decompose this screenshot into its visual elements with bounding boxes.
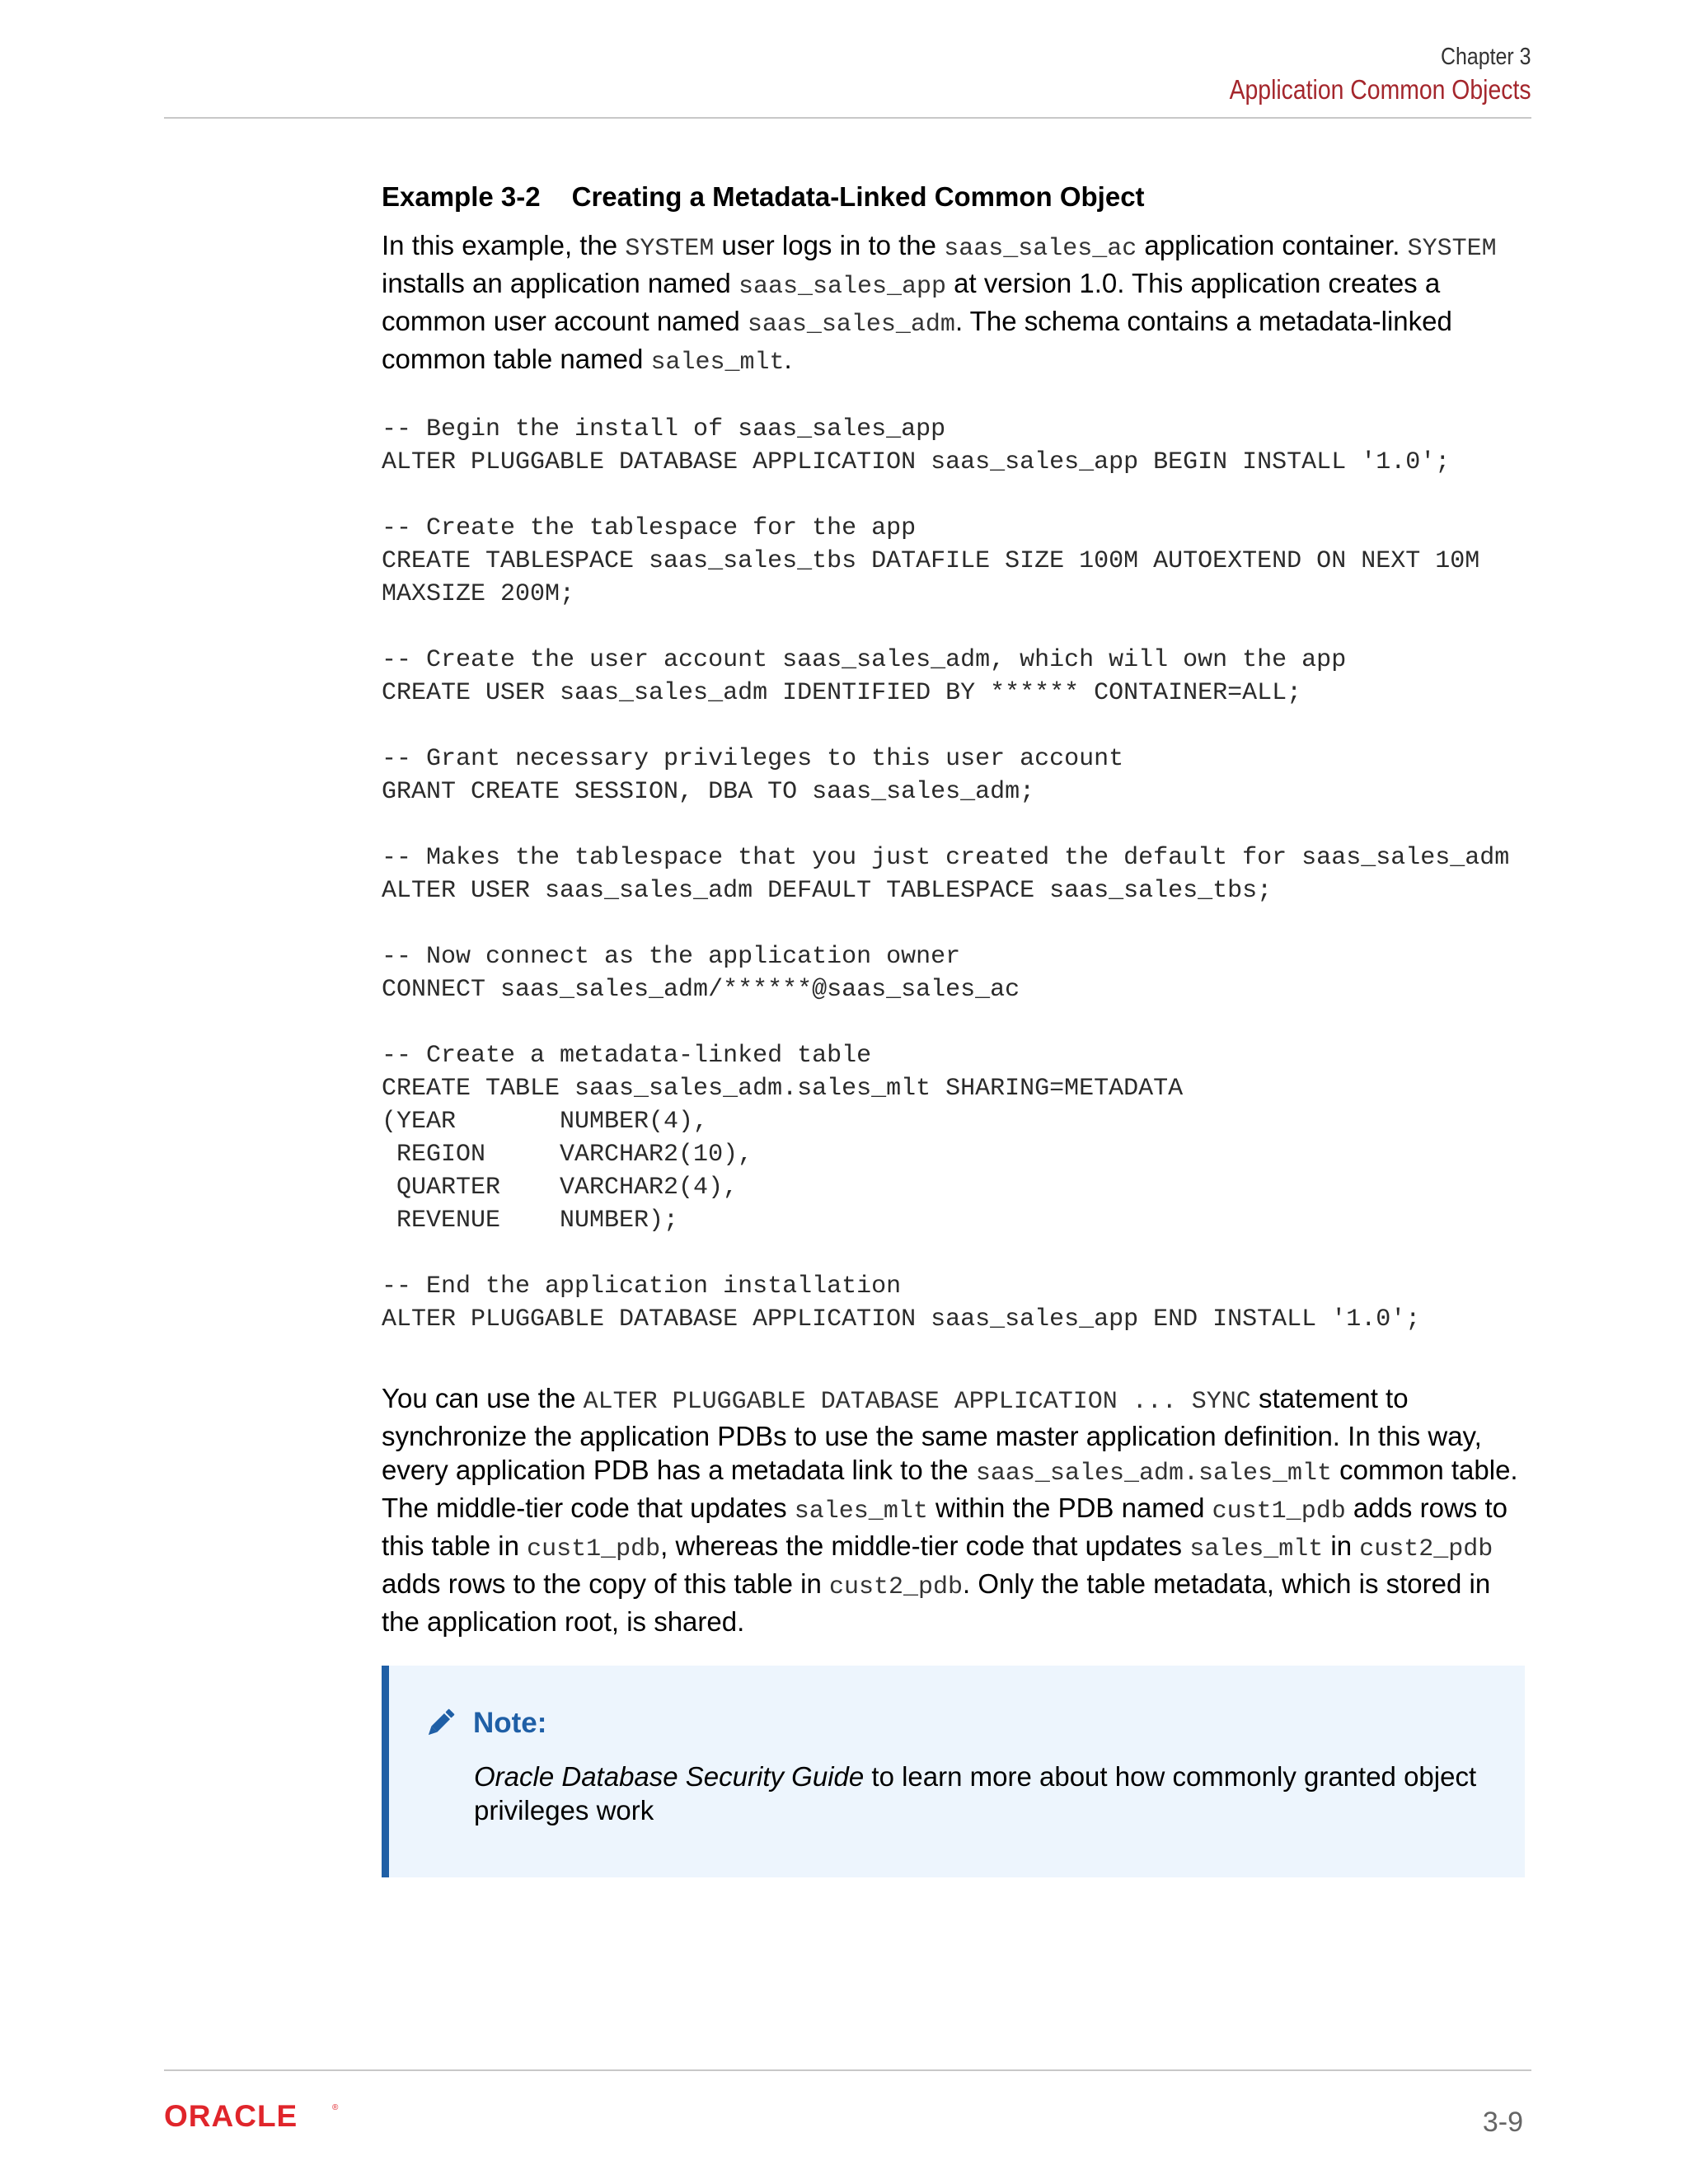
inline-code: cust1_pdb <box>527 1535 661 1563</box>
code-line: CREATE USER saas_sales_adm IDENTIFIED BY ****** CONTAINER=ALL; <box>382 679 1302 707</box>
code-line: GRANT CREATE SESSION, DBA TO saas_sales_adm; <box>382 778 1035 806</box>
inline-code: saas_sales_adm <box>747 311 955 339</box>
code-line <box>382 479 1536 512</box>
body-text: common table. The middle-tier code that updates <box>382 1455 1518 1523</box>
intro-text: . The schema contains a metadata-linked common table named <box>382 306 1452 374</box>
inline-code: saas_sales_app <box>738 273 946 301</box>
code-line: -- Create the user account saas_sales_adm, which will own the app <box>382 646 1347 674</box>
body-text: You can use the <box>382 1383 584 1413</box>
note-heading <box>422 1705 546 1741</box>
code-line <box>382 808 1536 841</box>
note-body <box>474 1760 1496 1827</box>
code-line <box>382 611 1536 644</box>
body-text: adds rows to this table in <box>382 1493 1507 1561</box>
intro-text: application container. <box>1137 230 1408 260</box>
code-line: CONNECT saas_sales_adm/******@saas_sales_ac <box>382 976 1020 1004</box>
code-line: REGION VARCHAR2(10), <box>382 1141 753 1169</box>
oracle-logo <box>164 2100 345 2137</box>
book-link[interactable]: Oracle Database Security Guide <box>474 1761 865 1792</box>
code-line: ALTER PLUGGABLE DATABASE APPLICATION saas_sales_app BEGIN INSTALL '1.0'; <box>382 448 1451 476</box>
body-text: , whereas the middle-tier code that updates <box>660 1530 1190 1561</box>
running-header <box>1180 41 1531 107</box>
intro-text: . <box>784 344 792 374</box>
code-line <box>382 710 1536 743</box>
chapter-label: Chapter 3 <box>1441 44 1531 70</box>
inline-code: cust1_pdb <box>1212 1497 1346 1526</box>
inline-code: cust2_pdb <box>828 1573 964 1601</box>
inline-code: saas_sales_adm.sales_mlt <box>975 1460 1332 1488</box>
code-line: -- Grant necessary privileges to this user account <box>382 745 1124 773</box>
code-line: -- Begin the install of saas_sales_app <box>382 415 946 443</box>
intro-paragraph <box>382 228 1536 380</box>
intro-text: installs an application named <box>382 268 738 298</box>
page-number: 3-9 <box>1482 2107 1523 2138</box>
body-text: in <box>1323 1530 1360 1561</box>
code-line <box>382 1006 1536 1039</box>
followup-paragraph <box>382 1381 1536 1638</box>
inline-code: saas_sales_ac <box>944 235 1137 263</box>
footer-divider <box>164 2069 1531 2071</box>
header-divider <box>164 117 1531 119</box>
inline-code: ALTER PLUGGABLE DATABASE APPLICATION ... SYNC <box>583 1388 1251 1416</box>
code-line: -- Create a metadata-linked table <box>382 1042 872 1070</box>
code-line: REVENUE NUMBER); <box>382 1207 679 1235</box>
body-text: within the PDB named <box>927 1493 1212 1523</box>
example-number: Example 3-2 <box>382 181 541 212</box>
main-content <box>382 177 1536 1638</box>
note-text: to learn more about how commonly granted object privileges work <box>474 1761 1477 1825</box>
code-line: -- Makes the tablespace that you just created the default for saas_sales_adm <box>382 844 1510 872</box>
code-line: -- End the application installation <box>382 1272 902 1301</box>
pencil-icon <box>422 1705 458 1741</box>
example-title: Creating a Metadata-Linked Common Object <box>571 181 1145 212</box>
code-line: CREATE TABLESPACE saas_sales_tbs DATAFILE SIZE 100M AUTOEXTEND ON NEXT 10M <box>382 547 1480 575</box>
code-line: CREATE TABLE saas_sales_adm.sales_mlt SHARING=METADATA <box>382 1075 1184 1103</box>
inline-code: sales_mlt <box>650 349 785 377</box>
inline-code: cust2_pdb <box>1359 1535 1493 1563</box>
note-box <box>382 1666 1525 1877</box>
intro-text: In this example, the <box>382 230 626 260</box>
body-text: adds rows to the copy of this table in <box>382 1568 829 1599</box>
intro-text: user logs in to the <box>714 230 945 260</box>
example-heading <box>382 177 1536 217</box>
code-block <box>382 413 1536 1336</box>
section-title: Application Common Objects <box>1230 74 1531 105</box>
code-line: MAXSIZE 200M; <box>382 580 575 608</box>
note-title: Note: <box>473 1707 547 1739</box>
inline-code: SYSTEM <box>1407 235 1497 263</box>
svg-text:ORACLE: ORACLE <box>164 2100 298 2133</box>
inline-code: SYSTEM <box>625 235 715 263</box>
code-line: -- Create the tablespace for the app <box>382 514 917 542</box>
inline-code: sales_mlt <box>1189 1535 1324 1563</box>
code-line <box>382 1237 1536 1270</box>
intro-text: at version 1.0. This application creates a common user account named <box>382 268 1441 336</box>
code-line: (YEAR NUMBER(4), <box>382 1108 709 1136</box>
body-text: statement to synchronize the application PDBs to use the same master application definition. In this way, every application PDB has a metadata link to the <box>382 1383 1482 1485</box>
code-line <box>382 907 1536 940</box>
svg-text:®: ® <box>332 2103 339 2112</box>
code-line: ALTER USER saas_sales_adm DEFAULT TABLESPACE saas_sales_tbs; <box>382 877 1273 905</box>
inline-code: sales_mlt <box>794 1497 928 1526</box>
code-line: -- Now connect as the application owner <box>382 943 961 971</box>
body-text: . Only the table metadata, which is stored in the application root, is shared. <box>382 1568 1491 1637</box>
code-line: ALTER PLUGGABLE DATABASE APPLICATION saas_sales_app END INSTALL '1.0'; <box>382 1305 1421 1333</box>
code-line: QUARTER VARCHAR2(4), <box>382 1174 738 1202</box>
